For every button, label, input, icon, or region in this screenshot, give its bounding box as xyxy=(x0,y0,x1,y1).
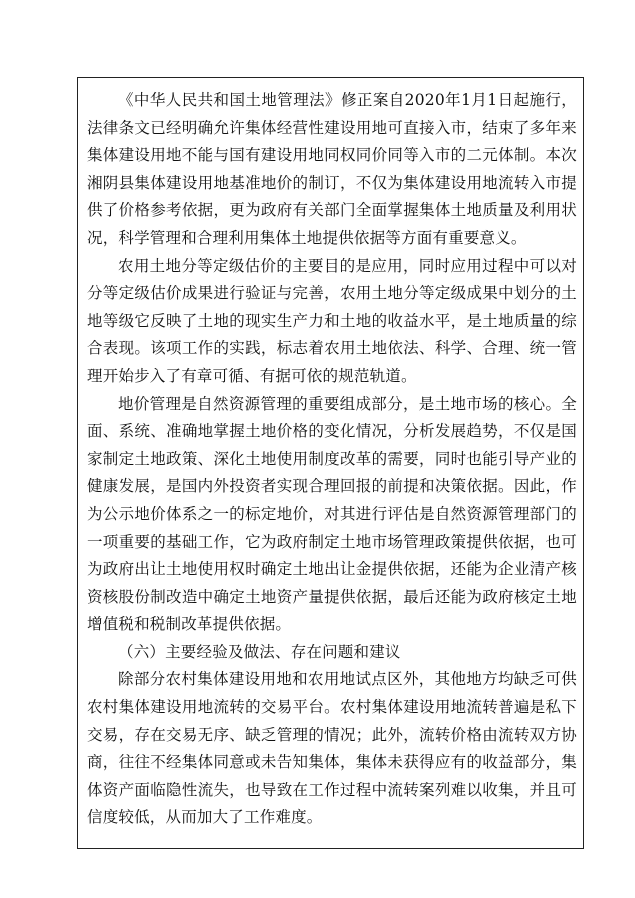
paragraph-land-law: 《中华人民共和国土地管理法》修正案自2020年1月1日起施行，法律条文已经明确允许集体经营性建设用地可直接入市，结束了多年来集体建设用地不能与国有建设用地同权同价同等入市的二元体制。本次湘阴县集体建设用地基准地价的制订，不仅为集体建设用地流转入市提供了价格参考依据，更为政府有关部门全面掌握集体土地质量及利用状况，科学管理和合理利用集体土地提供依据等方面有重要意义。 xyxy=(87,91,577,247)
section-heading: （六）主要经验及做法、存在问题和建议 xyxy=(118,642,401,661)
paragraph-problems: 除部分农村集体建设用地和农用地试点区外，其他地方均缺乏可供农村集体建设用地流转的交易平台。农村集体建设用地流转普遍是私下交易，存在交易无序、缺乏管理的情况；此外，流转价格由流转双方协商，往往不经集体同意或未告知集体，集体未获得应有的收益部分，集体资产面临隐性流失，也导致在工作过程中流转案列难以收集，并且可信度较低，从而加大了工作难度。 xyxy=(87,670,577,827)
paragraph-land-price-management: 地价管理是自然资源管理的重要组成部分，是土地市场的核心。全面、系统、准确地掌握土地价格的变化情况，分析发展趋势，不仅是国家制定土地政策、深化土地使用制度改革的需要，同时也能引导产业的健康发展，是国内外投资者实现合理回报的前提和决策依据。因此，作为公示地价体系之一的标定地价，对其进行评估是自然资源管理部门的一项重要的基础工作，它为政府制定土地市场管理政策提供依据，也可为政府出让土地使用权时确定土地出让金提供依据，还能为企业清产核资核股份制改造中确定土地资产量提供依据，最后还能为政府核定土地增值税和税制改革提供依据。 xyxy=(87,394,577,634)
body-text xyxy=(87,87,577,832)
bordered-text-box xyxy=(77,77,584,849)
paragraph-farmland-grading: 农用土地分等定级估价的主要目的是应用，同时应用过程中可以对分等定级估价成果进行验证与完善，农用土地分等定级成果中划分的土地等级它反映了土地的现实生产力和土地的收益水平，是土地质量的综合表现。该项工作的实践，标志着农用土地依法、科学、合理、统一管理开始步入了有章可循、有据可依的规范轨道。 xyxy=(87,256,577,385)
